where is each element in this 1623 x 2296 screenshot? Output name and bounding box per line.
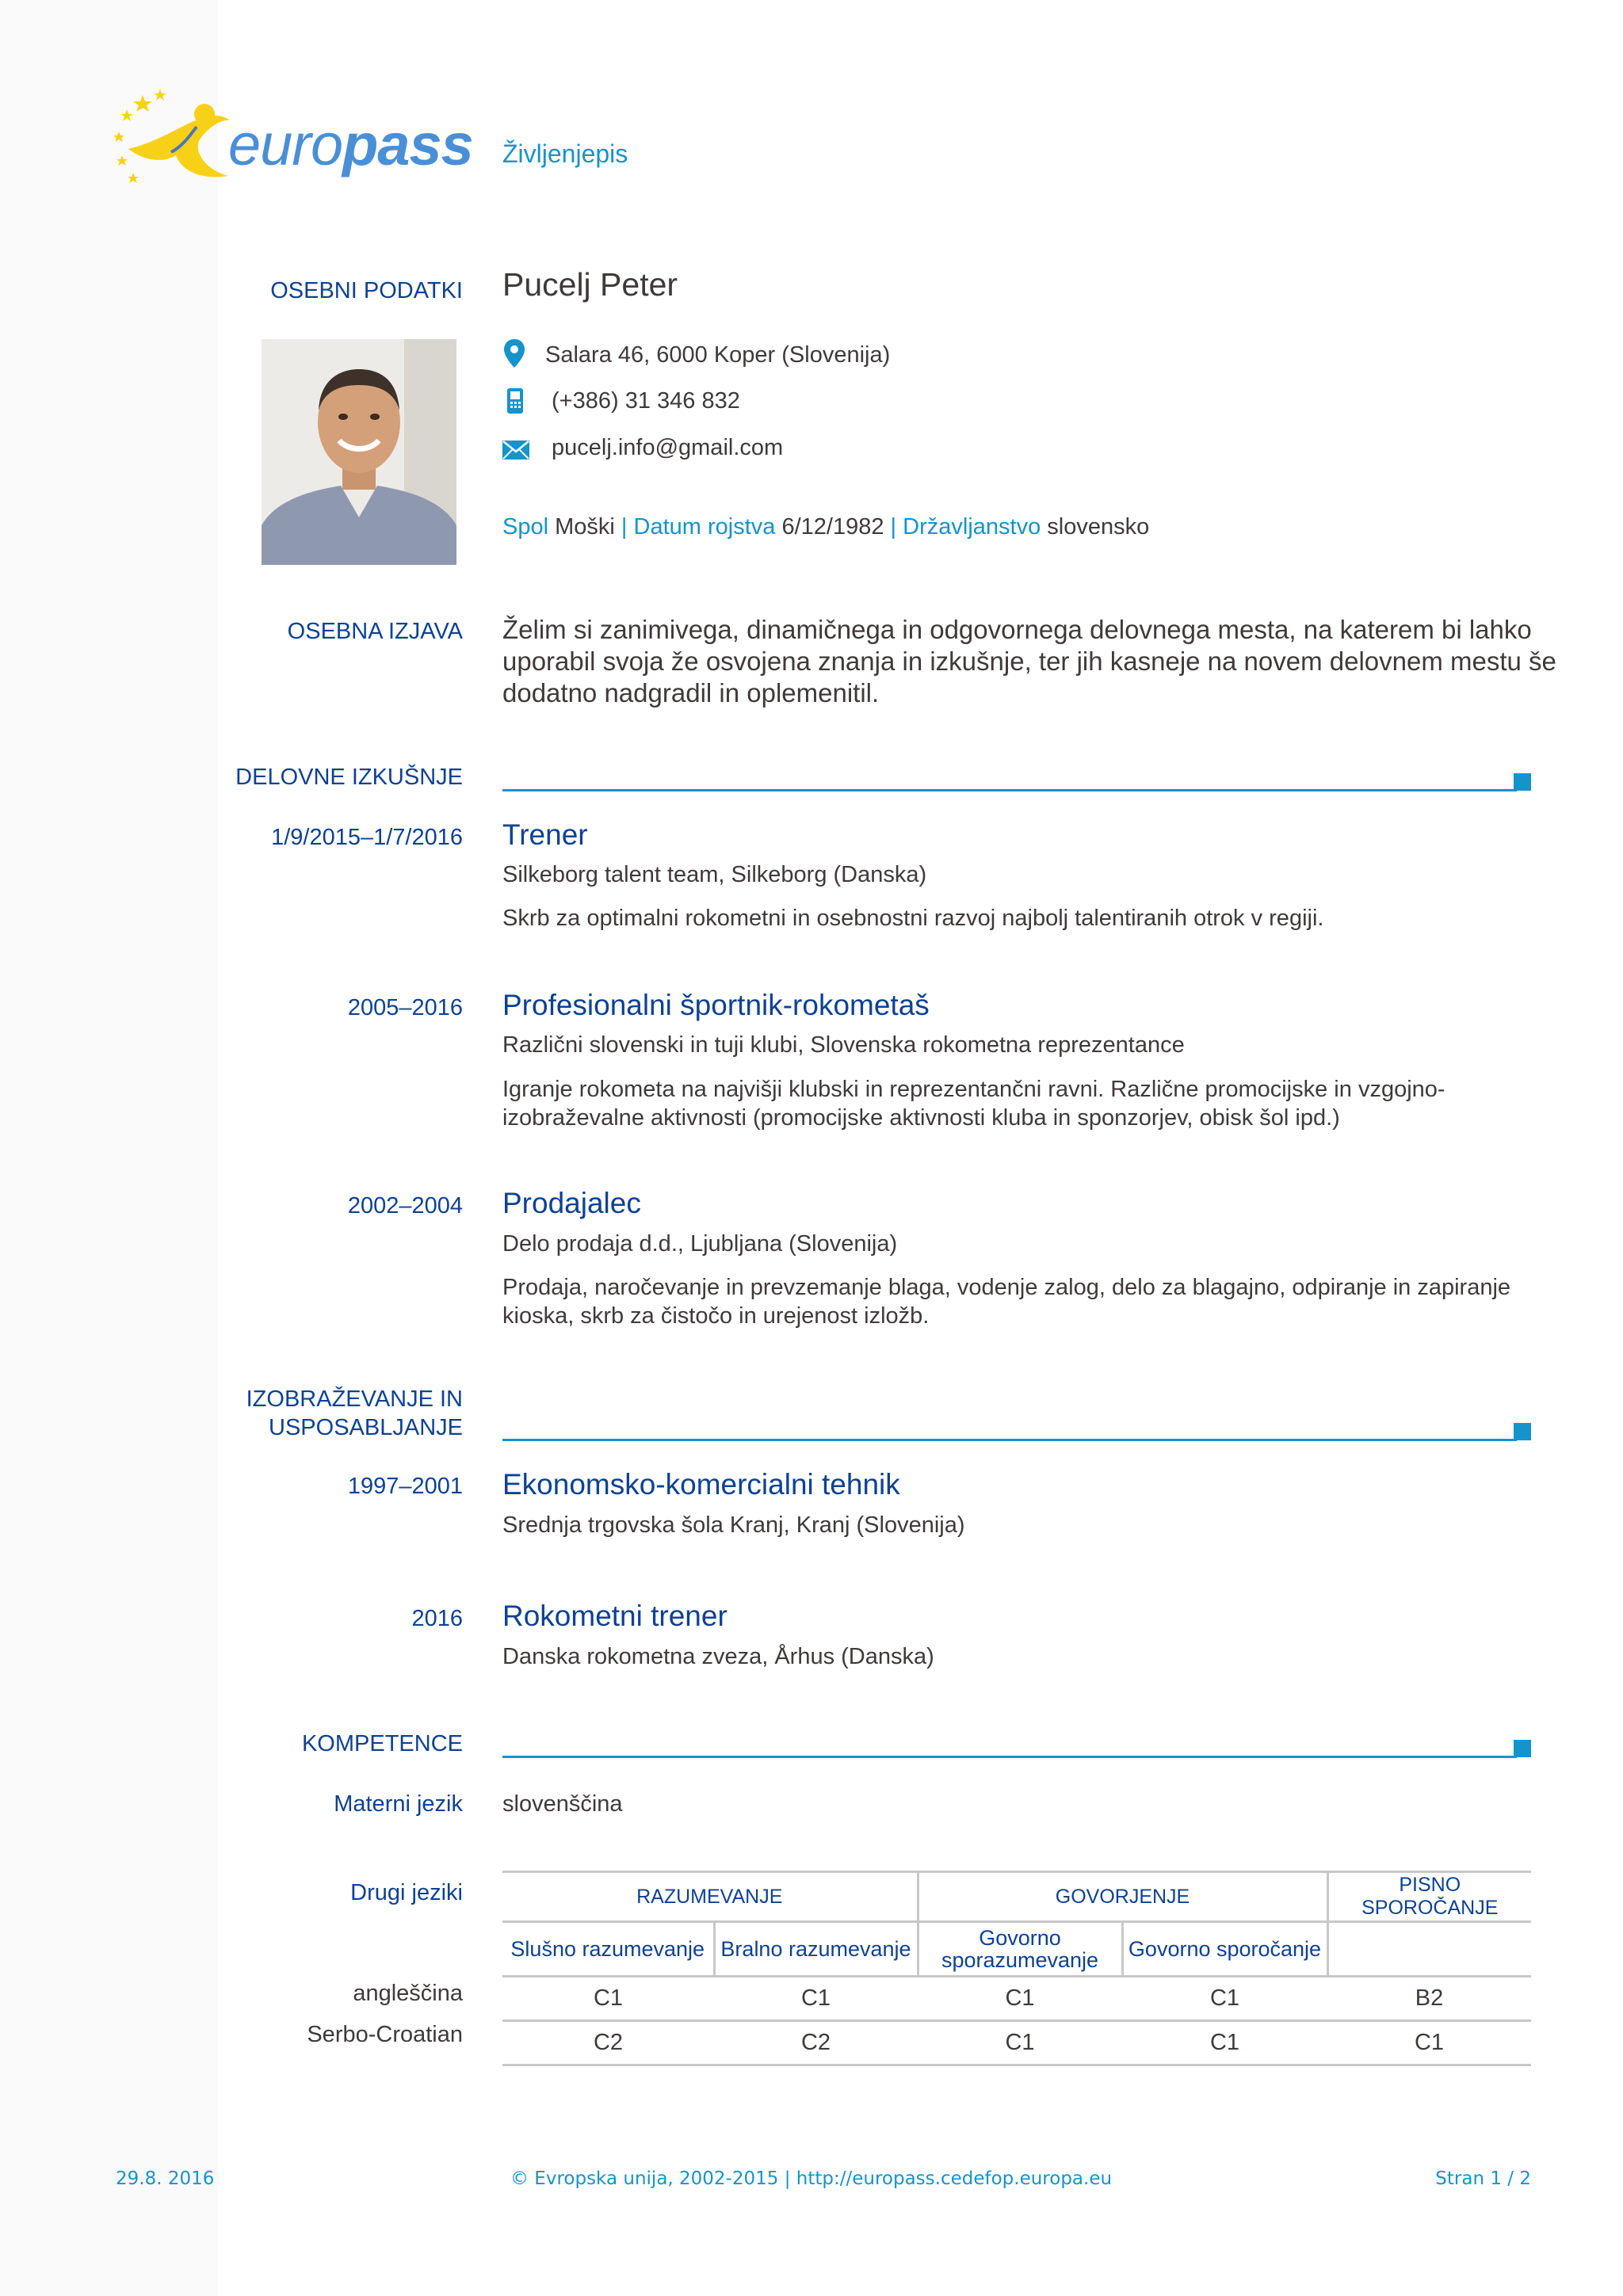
statement-line: dodatno nadgradil in oplemenitil. xyxy=(502,678,880,707)
section-rule-square xyxy=(1514,1740,1531,1757)
experience-dates: 1/9/2015–1/7/2016 xyxy=(271,825,463,850)
statement-text xyxy=(502,614,1556,709)
section-label-skills: KOMPETENCE xyxy=(301,1731,463,1756)
section-rule xyxy=(502,1756,1517,1758)
europass-logo xyxy=(111,87,475,198)
experience-description xyxy=(502,904,1323,933)
experience-description xyxy=(502,1075,1445,1132)
sub-header: Slušno razumevanje xyxy=(502,1922,714,1977)
statement-line: uporabil svoja že osvojena znanja in izkušnje, ter jih kasneje na novem delovnem mestu še xyxy=(502,646,1556,676)
description-line: Igranje rokometa na najvišji klubski in reprezentančni ravni. Različne promocijske in vzgojno- xyxy=(502,1077,1445,1102)
location-icon xyxy=(504,339,525,368)
section-label-statement: OSEBNA IZJAVA xyxy=(287,619,463,644)
language-table-subheader xyxy=(502,1922,1531,1977)
level-cell: B2 xyxy=(1327,1977,1531,2021)
birth-label: Datum rojstva xyxy=(633,514,776,540)
level-cell: C1 xyxy=(1122,1977,1327,2021)
experience-title: Prodajalec xyxy=(502,1187,641,1219)
address-text: Salara 46, 6000 Koper (Slovenija) xyxy=(545,342,891,368)
mobile-phone-icon xyxy=(506,387,524,414)
education-title: Rokometni trener xyxy=(502,1600,727,1632)
section-label-education xyxy=(246,1385,463,1442)
email-icon xyxy=(502,441,529,460)
level-cell: C1 xyxy=(918,1977,1122,2021)
experience-employer: Delo prodaja d.d., Ljubljana (Slovenija) xyxy=(502,1231,898,1257)
sub-header: Bralno razumevanje xyxy=(714,1922,918,1977)
doc-title: Življenjepis xyxy=(502,139,628,168)
language-row xyxy=(502,2021,1531,2065)
education-school: Danska rokometna zveza, Århus (Danska) xyxy=(502,1644,934,1669)
language-name: angleščina xyxy=(353,1981,463,2006)
footer-date: 29.8. 2016 xyxy=(116,2168,215,2189)
other-languages-label: Drugi jeziki xyxy=(350,1880,463,1905)
description-line: Prodaja, naročevanje in prevzemanje blaga, vodenje zalog, delo za blagajno, odpiranje in zapiranje xyxy=(502,1275,1511,1300)
section-rule-square xyxy=(1514,773,1531,791)
section-label-line: USPOSABLJANJE xyxy=(269,1415,463,1440)
level-cell: C2 xyxy=(502,2021,714,2065)
citizenship-value: slovensko xyxy=(1047,514,1150,540)
footer-copyright[interactable]: © Evropska unija, 2002-2015 | http://europass.cedefop.europa.eu xyxy=(510,2168,1113,2189)
phone-text: (+386) 31 346 832 xyxy=(552,388,740,414)
description-line: kioska, skrb za čistočo in urejenost izložb. xyxy=(502,1303,930,1329)
education-dates: 2016 xyxy=(411,1606,463,1631)
sub-header-empty xyxy=(1327,1922,1531,1977)
statement-line: Želim si zanimivega, dinamičnega in odgovornega delovnega mesta, na katerem bi lahko xyxy=(502,615,1532,644)
experience-description xyxy=(502,1273,1510,1330)
gender-value: Moški xyxy=(555,514,615,540)
sub-header: Govorno sporazumevanje xyxy=(918,1922,1122,1977)
level-cell: C1 xyxy=(1122,2021,1327,2065)
education-school: Srednja trgovska šola Kranj, Kranj (Slovenija) xyxy=(502,1512,965,1538)
europass-figure-icon xyxy=(111,87,238,198)
language-name: Serbo-Croatian xyxy=(307,2022,463,2047)
left-band xyxy=(0,0,217,2296)
profile-photo xyxy=(262,339,456,565)
mother-tongue-value: slovenščina xyxy=(502,1791,623,1817)
experience-employer: Silkeborg talent team, Silkeborg (Danska) xyxy=(502,862,927,887)
citizenship-label: Državljanstvo xyxy=(903,514,1041,540)
experience-dates: 2005–2016 xyxy=(347,995,463,1020)
section-rule xyxy=(502,789,1517,791)
section-label-line: IZOBRAŽEVANJE IN xyxy=(246,1386,463,1412)
logo-text-euro: euro xyxy=(228,112,343,177)
logo-text-pass: pass xyxy=(342,112,473,177)
level-cell: C1 xyxy=(714,1977,918,2021)
mother-tongue-label: Materni jezik xyxy=(334,1791,463,1817)
description-line: izobraževalne aktivnosti (promocijske aktivnosti kluba in sponzorjev, obisk šol ipd.) xyxy=(502,1105,1340,1131)
sub-header: Govorno sporočanje xyxy=(1122,1922,1327,1977)
group-header: GOVORJENJE xyxy=(918,1872,1327,1922)
experience-title: Trener xyxy=(502,818,588,851)
education-title: Ekonomsko-komercialni tehnik xyxy=(502,1468,900,1501)
gender-label: Spol xyxy=(502,514,549,540)
group-header: RAZUMEVANJE xyxy=(502,1872,918,1922)
footer-page-number: Stran 1 / 2 xyxy=(1435,2168,1531,2189)
level-cell: C1 xyxy=(918,2021,1122,2065)
experience-employer: Različni slovenski in tuji klubi, Slovenska rokometna reprezentance xyxy=(502,1032,1185,1058)
language-table xyxy=(502,1871,1531,2066)
separator: | xyxy=(890,514,897,540)
person-name: Pucelj Peter xyxy=(502,266,678,303)
birth-value: 6/12/1982 xyxy=(781,514,884,540)
section-label-personal: OSEBNI PODATKI xyxy=(270,278,463,303)
level-cell: C1 xyxy=(502,1977,714,2021)
section-rule-square xyxy=(1514,1423,1531,1440)
separator: | xyxy=(621,514,628,540)
language-row xyxy=(502,1977,1531,2021)
level-cell: C2 xyxy=(714,2021,918,2065)
level-cell: C1 xyxy=(1327,2021,1531,2065)
experience-dates: 2002–2004 xyxy=(347,1193,463,1219)
education-dates: 1997–2001 xyxy=(347,1474,463,1499)
language-table-header xyxy=(502,1872,1531,1922)
group-header: PISNO SPOROČANJE xyxy=(1327,1872,1531,1922)
email-text: pucelj.info@gmail.com xyxy=(552,435,784,460)
personal-details-line xyxy=(502,514,1149,540)
section-label-experience: DELOVNE IZKUŠNJE xyxy=(235,765,463,790)
section-rule xyxy=(502,1439,1517,1441)
experience-title: Profesionalni športnik-rokometaš xyxy=(502,989,930,1021)
description-line: Skrb za optimalni rokometni in osebnostni razvoj najbolj talentiranih otrok v regiji. xyxy=(502,906,1324,931)
